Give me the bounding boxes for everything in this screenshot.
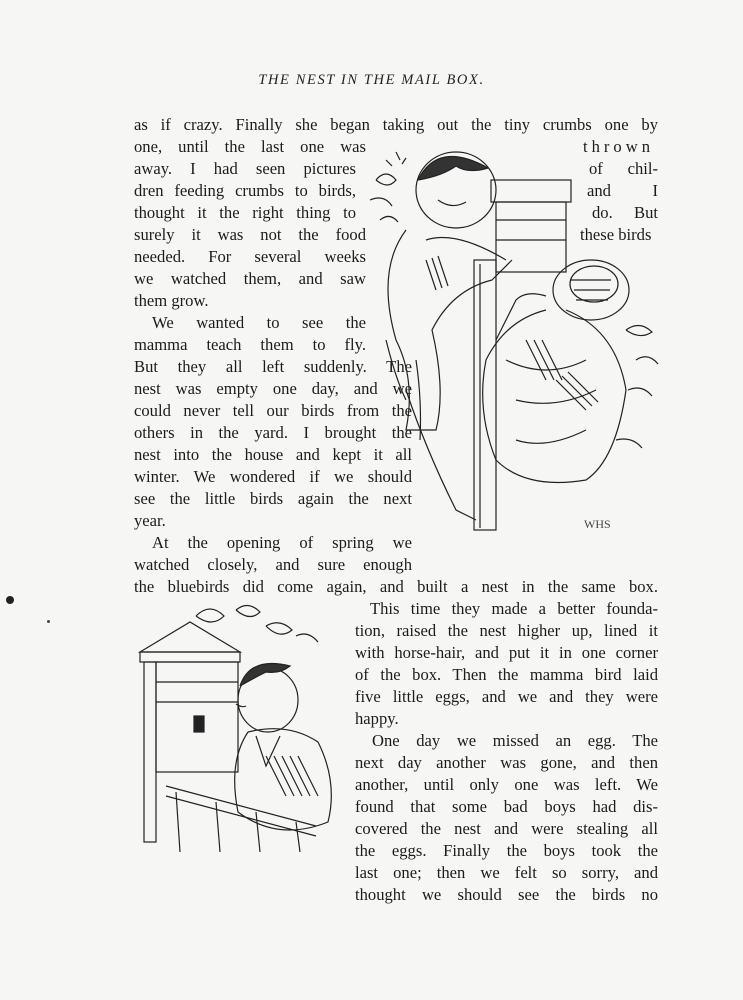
text-line: nest was empty one day, and we [134, 379, 412, 398]
text-line: tion, raised the nest higher up, lined it [355, 621, 658, 640]
text-line: see the little birds again the next [134, 489, 412, 508]
text-line: them grow. [134, 291, 209, 310]
text-line: do. But [592, 203, 658, 222]
text-line: of chil- [589, 159, 658, 178]
text-line: away. I had seen pictures [134, 159, 356, 178]
text-line: these birds [580, 225, 652, 244]
text-line: But they all left suddenly. The [134, 357, 412, 376]
text-line: This time they made a better founda- [370, 599, 658, 618]
text-line: found that some bad boys had dis- [355, 797, 658, 816]
margin-ink-spot [6, 596, 14, 604]
text-line: thought it the right thing to [134, 203, 356, 222]
engraving-boy-peering-into-mailbox-icon [136, 596, 348, 866]
text-line: thought we should see the birds no [355, 885, 658, 904]
text-line: with horse-hair, and put it in one corner [355, 643, 658, 662]
margin-ink-dot [47, 620, 50, 623]
text-line: year. [134, 511, 166, 530]
text-line: the eggs. Finally the boys took the [355, 841, 658, 860]
text-line: One day we missed an egg. The [372, 731, 658, 750]
text-line: At the opening of spring we [152, 533, 412, 552]
illustration-bottom [136, 596, 348, 866]
text-line: We wanted to see the [152, 313, 366, 332]
text-line: and I [587, 181, 658, 200]
text-line: needed. For several weeks [134, 247, 366, 266]
text-line: winter. We wondered if we should [134, 467, 412, 486]
text-line: covered the nest and were stealing all [355, 819, 658, 838]
text-line: five little eggs, and we and they were [355, 687, 658, 706]
text-line: as if crazy. Finally she began taking out the tiny crumbs one by [134, 115, 658, 134]
text-line: next day another was gone, and then [355, 753, 658, 772]
text-line: mamma teach them to fly. [134, 335, 366, 354]
text-line: another, until only one was left. We [355, 775, 658, 794]
text-line: others in the yard. I brought the [134, 423, 412, 442]
illustration-signature: WHS [584, 517, 611, 531]
text-line: of the box. Then the mamma bird laid [355, 665, 658, 684]
text-line: dren feeding crumbs to birds, [134, 181, 356, 200]
text-line: could never tell our birds from the [134, 401, 412, 420]
text-line: surely it was not the food [134, 225, 366, 244]
text-line: the bluebirds did come again, and built a nest in the same box. [134, 577, 658, 596]
text-line: last one; then we felt so sorry, and [355, 863, 658, 882]
text-line: one, until the last one was [134, 137, 366, 156]
illustration-top [366, 140, 664, 540]
running-head: THE NEST IN THE MAIL BOX. [258, 72, 485, 88]
text-line: happy. [355, 709, 399, 728]
text-line: watched closely, and sure enough [134, 555, 412, 574]
text-line: thrown [583, 137, 655, 156]
engraving-two-boys-climbing-mailbox-post-icon [366, 140, 664, 540]
text-line: nest into the house and kept it all [134, 445, 412, 464]
text-line: we watched them, and saw [134, 269, 366, 288]
